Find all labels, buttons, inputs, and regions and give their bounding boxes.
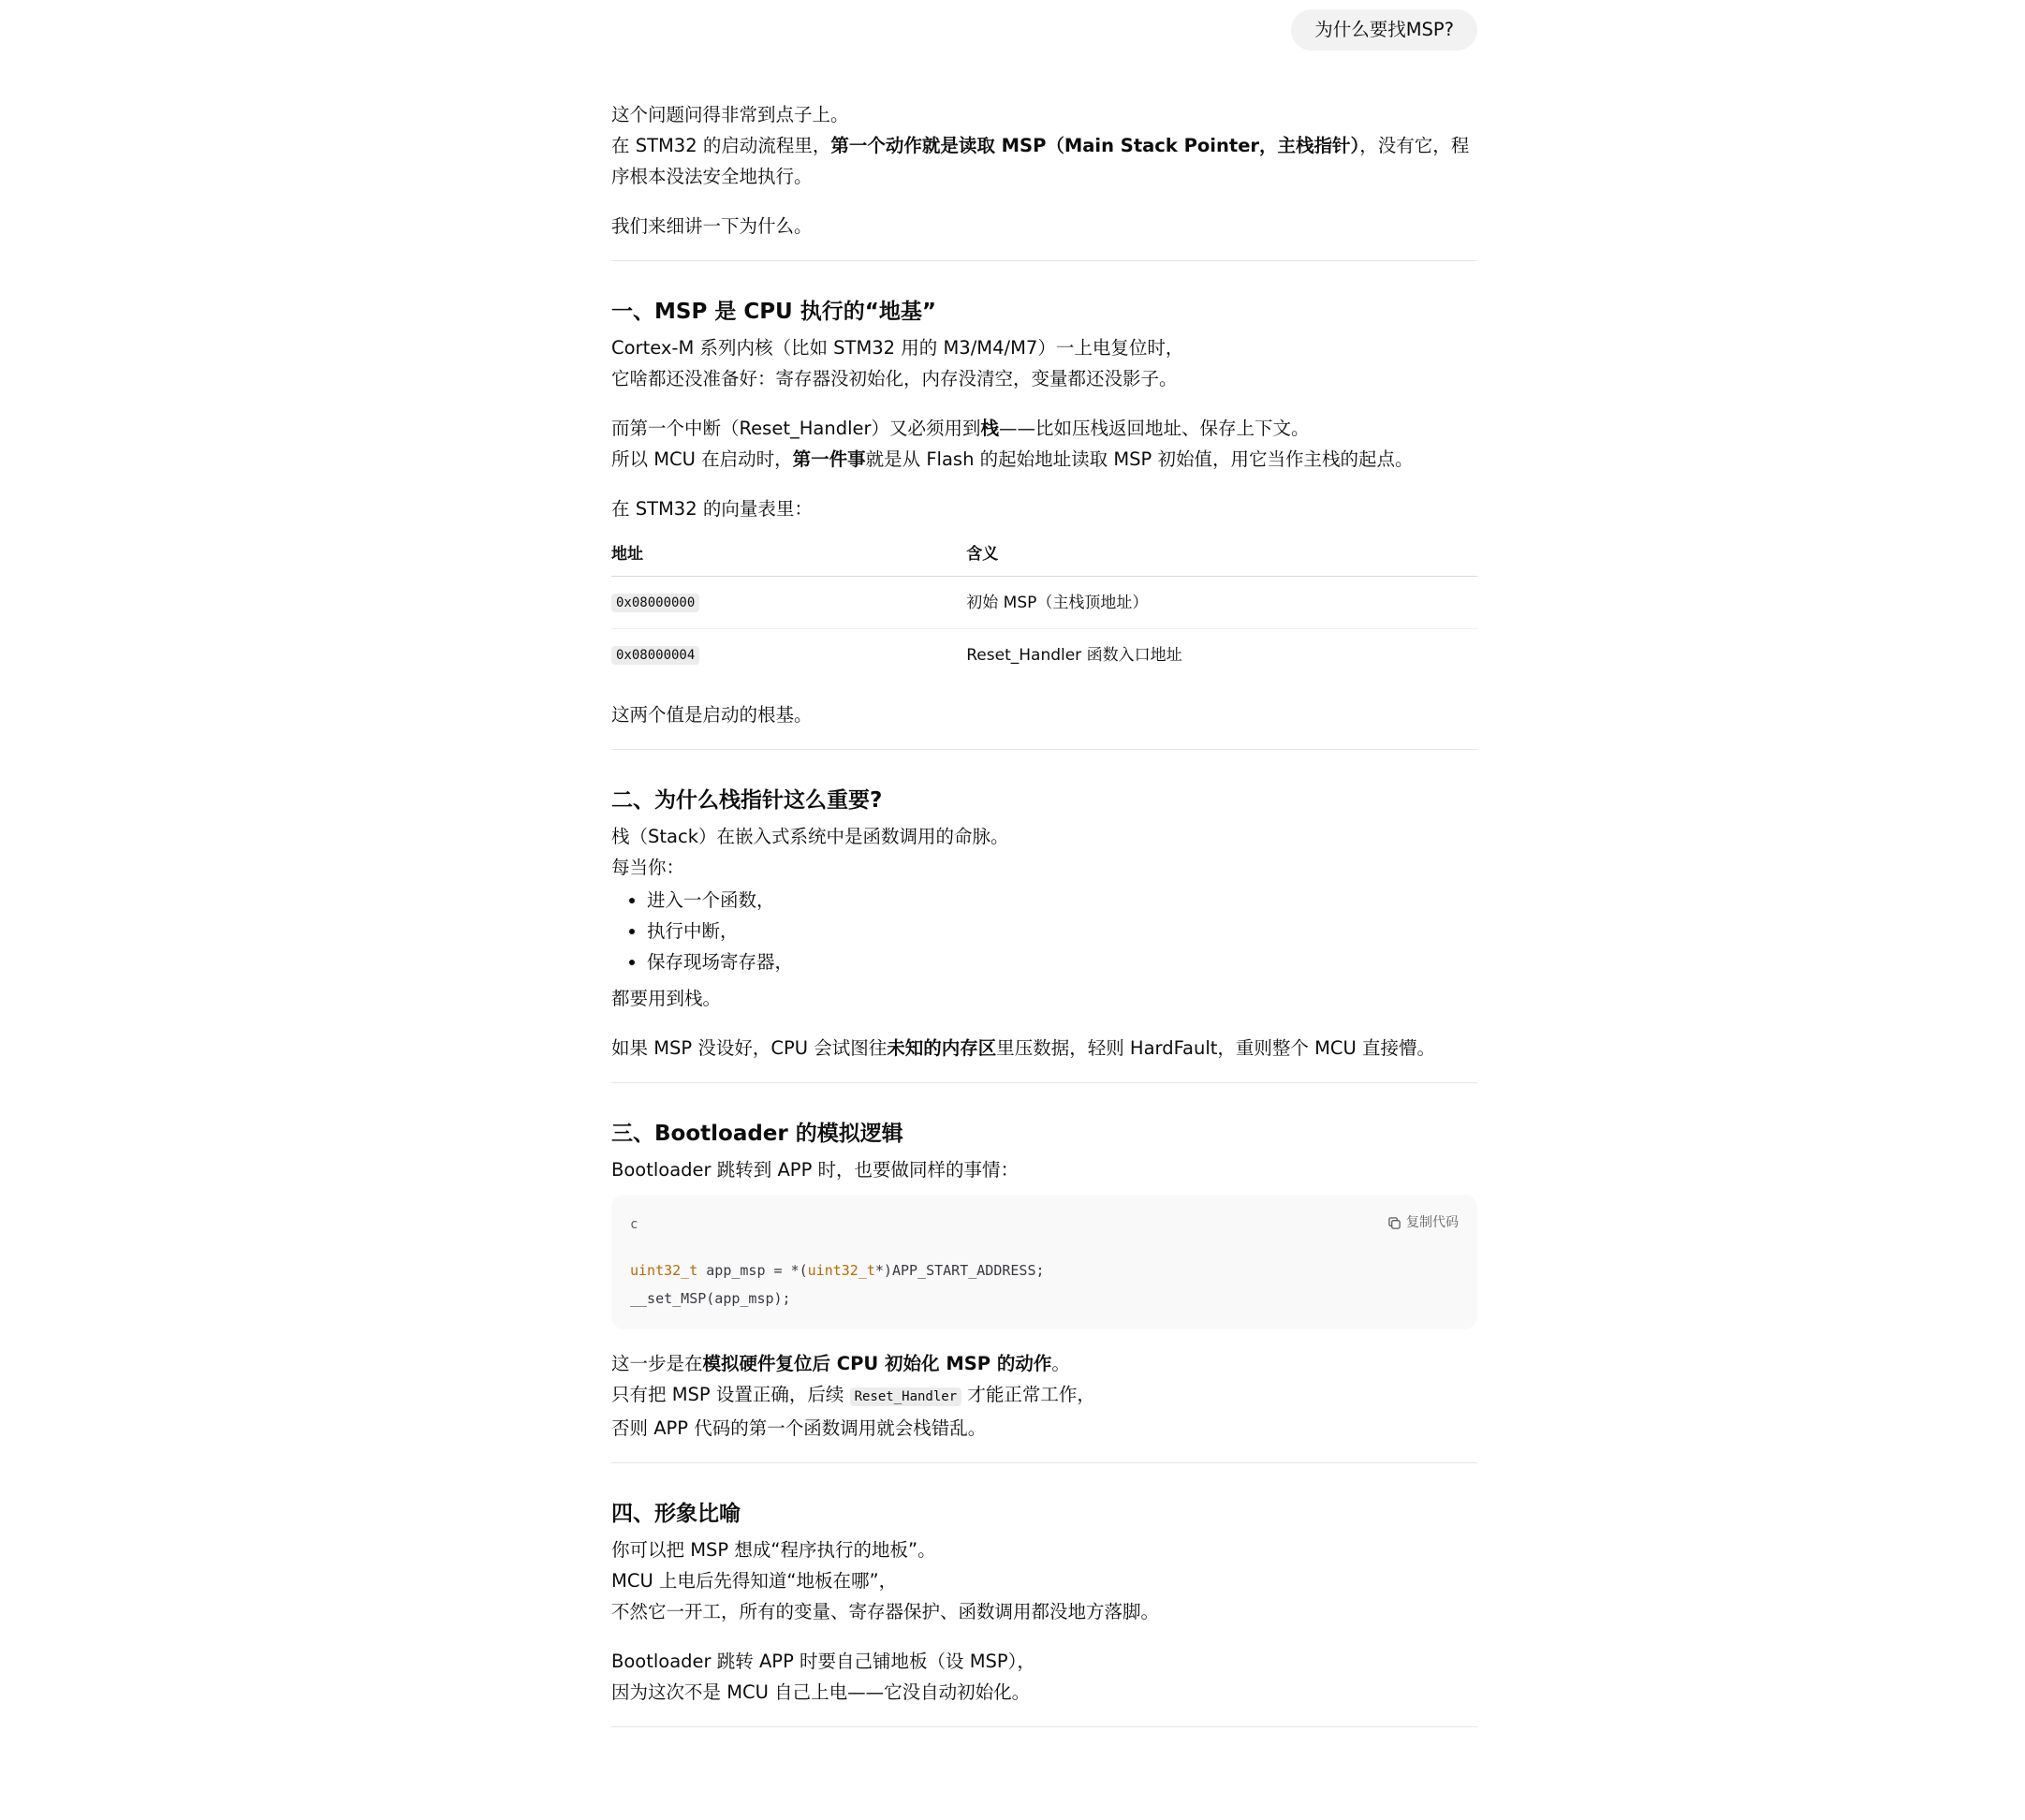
list-item: • 进入一个函数， [647, 885, 1477, 916]
table-header-row [611, 534, 1477, 577]
section-1-paragraph-2 [611, 413, 1477, 475]
section-1-title: 一、MSP 是 CPU 执行的“地基” [611, 300, 936, 324]
conversation-column [611, 0, 1477, 1761]
text-line: MCU 上电后先得知道“地板在哪”， [611, 1570, 898, 1592]
text-line: 它啥都还没准备好：寄存器没初始化，内存没清空，变量都还没影子。 [611, 368, 1178, 389]
text-line: 所以 MCU 在启动时，第一件事就是从 Flash 的起始地址读取 MSP 初始值，用它当作主栈的起点。 [611, 448, 1414, 470]
user-message-bubble: 为什么要找MSP? [1291, 9, 1477, 51]
divider [611, 1462, 1477, 1463]
section-2-paragraph-2: 都要用到栈。 [611, 988, 722, 1009]
section-3-paragraph-2 [611, 1348, 1477, 1444]
copy-icon [1387, 1216, 1401, 1230]
code-token: *)APP_START_ADDRESS; [874, 1262, 1045, 1279]
section-3-title: 三、Bootloader 的模拟逻辑 [611, 1122, 903, 1146]
user-message-row [611, 0, 1477, 56]
code-line: __set_MSP(app_msp); [630, 1290, 791, 1307]
section-2-paragraph-1 [611, 821, 1477, 883]
text-line: 否则 APP 代码的第一个函数调用就会栈错乱。 [611, 1417, 987, 1439]
section-1-paragraph-4: 这两个值是启动的根基。 [611, 704, 813, 726]
divider [611, 1726, 1477, 1727]
table-row [611, 629, 1477, 682]
intro-paragraph [611, 99, 1477, 192]
section-1-paragraph-1 [611, 332, 1477, 394]
intro-line-2: 在 STM32 的启动流程里，第一个动作就是读取 MSP（Main Stack Pointer，主栈指针），没有它，程序根本没法安全地执行。 [611, 135, 1470, 187]
code-language-label: c [630, 1217, 638, 1232]
section-4-paragraph-1 [611, 1534, 1477, 1627]
assistant-response [611, 56, 1477, 1727]
list-item: • 执行中断， [647, 916, 1477, 947]
code-token-type: uint32_t [630, 1262, 698, 1279]
text-line: 这一步是在模拟硬件复位后 CPU 初始化 MSP 的动作。 [611, 1353, 1070, 1374]
text-line: 每当你： [611, 857, 685, 878]
inline-code: 0x08000004 [611, 646, 699, 665]
copy-code-button[interactable] [1387, 1208, 1459, 1239]
bullet-list [611, 885, 1477, 977]
text-line: 不然它一开工，所有的变量、寄存器保护、函数调用都没地方落脚。 [611, 1601, 1160, 1622]
inline-code: 0x08000000 [611, 594, 699, 612]
section-4-paragraph-2 [611, 1646, 1477, 1708]
table-cell-meaning: Reset_Handler 函数入口地址 [966, 645, 1182, 665]
text-line: 你可以把 MSP 想成“程序执行的地板”。 [611, 1539, 936, 1561]
copy-code-label: 复制代码 [1406, 1215, 1459, 1230]
table-header-address: 地址 [611, 534, 966, 577]
text-line: 栈（Stack）在嵌入式系统中是函数调用的命脉。 [611, 826, 1009, 847]
section-2-paragraph-3: 如果 MSP 没设好，CPU 会试图往未知的内存区里压数据，轻则 HardFault，重则整个 MCU 直接懵。 [611, 1037, 1436, 1059]
intro-line-3: 我们来细讲一下为什么。 [611, 215, 813, 237]
intro-line-1: 这个问题问得非常到点子上。 [611, 104, 849, 125]
list-item: • 保存现场寄存器， [647, 947, 1477, 977]
code-token: app_msp = *( [697, 1262, 808, 1279]
text-line: Cortex-M 系列内核（比如 STM32 用的 M3/M4/M7）一上电复位时， [611, 337, 1184, 359]
divider [611, 749, 1477, 750]
section-3-paragraph-1: Bootloader 跳转到 APP 时，也要做同样的事情： [611, 1159, 1020, 1181]
table-header-meaning: 含义 [966, 534, 1477, 577]
table-cell-address [611, 577, 966, 629]
text-line: 只有把 MSP 设置正确，后续 Reset_Handler 才能正常工作， [611, 1384, 1095, 1405]
table-cell-address [611, 629, 966, 682]
text-line: 因为这次不是 MCU 自己上电——它没自动初始化。 [611, 1681, 1031, 1703]
text-line: Bootloader 跳转 APP 时要自己铺地板（设 MSP）， [611, 1651, 1035, 1672]
code-token-type: uint32_t [807, 1262, 875, 1279]
code-block [611, 1195, 1477, 1329]
code-block-header [630, 1204, 1459, 1236]
vector-table [611, 534, 1477, 681]
section-2-title: 二、为什么栈指针这么重要? [611, 788, 883, 813]
section-1-paragraph-3: 在 STM32 的向量表里： [611, 498, 813, 520]
divider [611, 260, 1477, 261]
text-line: 而第一个中断（Reset_Handler）又必须用到栈——比如压栈返回地址、保存上下文。 [611, 418, 1310, 439]
inline-code: Reset_Handler [850, 1387, 962, 1406]
table-cell-meaning: 初始 MSP（主栈顶地址） [966, 577, 1477, 629]
section-4-title: 四、形象比喻 [611, 1502, 741, 1526]
divider [611, 1082, 1477, 1083]
table-row [611, 577, 1477, 629]
code-content [630, 1256, 1459, 1313]
